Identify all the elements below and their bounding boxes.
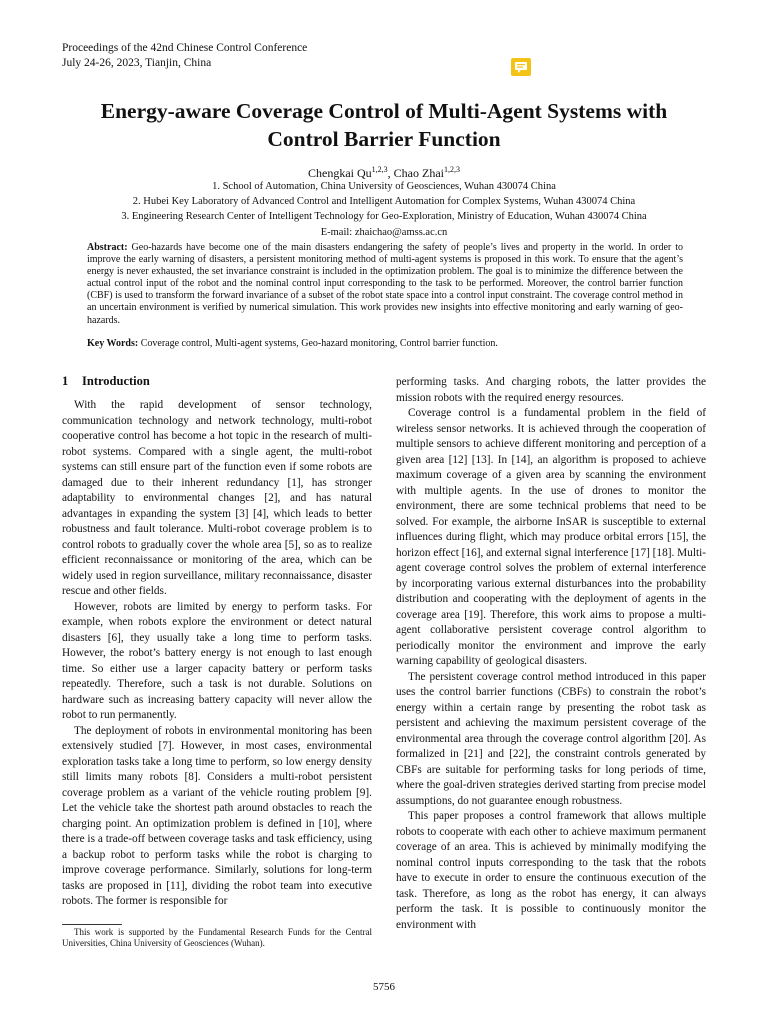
affiliation-3: 3. Engineering Research Center of Intelligent Technology for Geo-Exploration, Ministry of Education, Wuhan 430074 China [121,211,647,223]
author-2-affil: 1,2,3 [443,165,460,174]
footnote: This work is supported by the Fundamental Research Funds for the Central Universities, China University of Geosciences (Wuhan). [62,927,372,948]
header-line-1: Proceedings of the 42nd Chinese Control Conference [62,42,308,54]
abstract [87,242,683,327]
affiliation-2: 2. Hubei Key Laboratory of Advanced Control and Intelligent Automation for Complex Systems, Wuhan 430074 China [132,196,636,208]
author-1-affil: 1,2,3 [371,165,388,174]
paragraph: The persistent coverage control method introduced in this paper uses the control barrier functions (CBFs) to constrain the robot’s energy within a certain range by presenting the robot task as persistent and achieving the maximum persistent coverage of the environmental area through the coverage control algorithm [20]. As formalized in [21] and [22], the constraint controls generated by CBFs are suitable for performing tasks for long periods of time, where the goal-driven strategies derived starting from precise model assumptions, do not guarantee enough robustness. [396,670,706,807]
author-separator: , [387,166,394,180]
paper-title [40,97,728,153]
abstract-text: Geo-hazards have become one of the main disasters endangering the safety of people’s lives and property in the world. In order to improve the early warning of disasters, a persistent monitoring method of multi-agent systems is proposed in this work. To ensure that the agent’s energy is never exhausted, the set invariance constraint is included in the optimization problem. The goal is to minimize the difference between the actual control input of the robot and the nominal control input corresponding to the task to be performed. Moreover, the control barrier function (CBF) is used to transform the forward invariance of a subset of the robot state space into a control input constraint. The coverage control method in an uncertain environment is verified by numerical simulation. This work provides new insights into effective monitoring and early warning of geo-hazards. [87,242,683,326]
comment-icon [514,61,528,73]
title-line-2: Control Barrier Function [267,127,501,151]
title-line-1: Energy-aware Coverage Control of Multi-Agent Systems with [100,99,668,123]
paragraph: The deployment of robots in environmental monitoring has been extensively studied [7]. However, in most cases, environmental exploration tasks take a long time to perform, so low energy density still limits many robots [8]. Considers a multi-robot persistent coverage problem as a variant of the vehicle routing problem [9]. Let the vehicle take the shortest path around obstacles to reach the charging point. An optimization problem is defined in [10], where there is a trade-off between coverage tasks and task efficiency, using a backup robot to perform tasks while the robot is charging to improve coverage performance. Similarly, solutions for long-term tasks are proposed in [11], dividing the robot team into executive robots. The former is responsible for [62,724,372,907]
paragraph: However, robots are limited by energy to perform tasks. For example, when robots explore the environment or detect natural disasters [6], they usually take a long time to perform tasks. However, the robot’s battery energy is not enough to last enough time. So either use a larger capacity battery or perform tasks repeatedly. Therefore, such a task is not durable. Solutions on hardware such as increasing battery capacity will never allow the robot to run permanently. [62,600,372,721]
header-line-2: July 24-26, 2023, Tianjin, China [62,57,212,69]
conference-header [62,41,307,71]
abstract-label: Abstract: [87,242,128,253]
keywords [87,338,683,350]
email: E-mail: zhaichao@amss.ac.cn [320,226,448,238]
paragraph: Coverage control is a fundamental problem in the field of wireless sensor networks. It is achieved through the cooperation of multiple sensors to achieve different monitoring and perception of a given area [12] [13]. In [14], an algorithm is proposed to achieve maximum coverage of a given area by scanning the environment with multiple agents. In the use of drones to monitor the environment, there are some technical problems that need to be solved. For example, the airborne InSAR is susceptible to external influences during flight, which may produce orbital errors [15], the horizon effect [16], and external signal interference [17] [18]. Multi-agent coverage control solves the problem of external interference by incorporating various external disturbances into the probability distribution and cooperating with the deployment of agents in the coverage area [19]. Therefore, this work aims to propose a multi-agent collaborative persistent coverage control algorithm to periodically monitor the environment and improve the early warning capability of geological disasters. [396,407,707,667]
comment-button[interactable] [511,58,531,76]
left-column [62,398,372,910]
keywords-text: Coverage control, Multi-agent systems, Geo-hazard monitoring, Control barrier function. [138,338,498,349]
keywords-label: Key Words: [87,338,139,349]
section-number: 1 [62,374,69,388]
author-2: Chao Zhai [393,166,444,180]
paragraph: This paper proposes a control framework that allows multiple robots to cooperate with each other to achieve maximum permanent coverage of an area. This is achieved by minimally modifying the nominal control inputs corresponding to the task that the robots have to execute in order to ensure the continuous execution of the task. Therefore, as long as the robot has energy, it can always perform the task. It is possible to continuously monitor the environment with [396,810,706,931]
author-1: Chengkai Qu [308,166,372,180]
section-heading [62,374,150,389]
affiliation-1: 1. School of Automation, China University of Geosciences, Wuhan 430074 China [212,181,556,192]
page-number: 5756 [373,981,395,993]
footnote-rule [62,924,122,925]
affiliations [0,179,768,240]
section-title: Introduction [82,374,150,388]
paragraph: performing tasks. And charging robots, the latter provides the mission robots with the required energy resources. [396,376,706,404]
paragraph: With the rapid development of sensor technology, communication technology and network technology, multi-robot cooperative control has become a hot topic in the research of multi-robot systems. Compared with a single agent, the multi-robot systems can still ensure part of the function even if some robots are damaged due to their inherent redundancy [1], has stronger adaptability to environmental changes [2], and has natural advantages in expanding the system [3] [4], which leads to better robustness and fault tolerance. Multi-robot coverage problem is to control robots to gradually cover the whole area [5], so as to realize efficient reconnaissance or monitoring of the area, which can be widely used in region surveillance, military reconnaissance, disaster rescue and other fields. [62,399,372,597]
right-column [396,375,706,933]
